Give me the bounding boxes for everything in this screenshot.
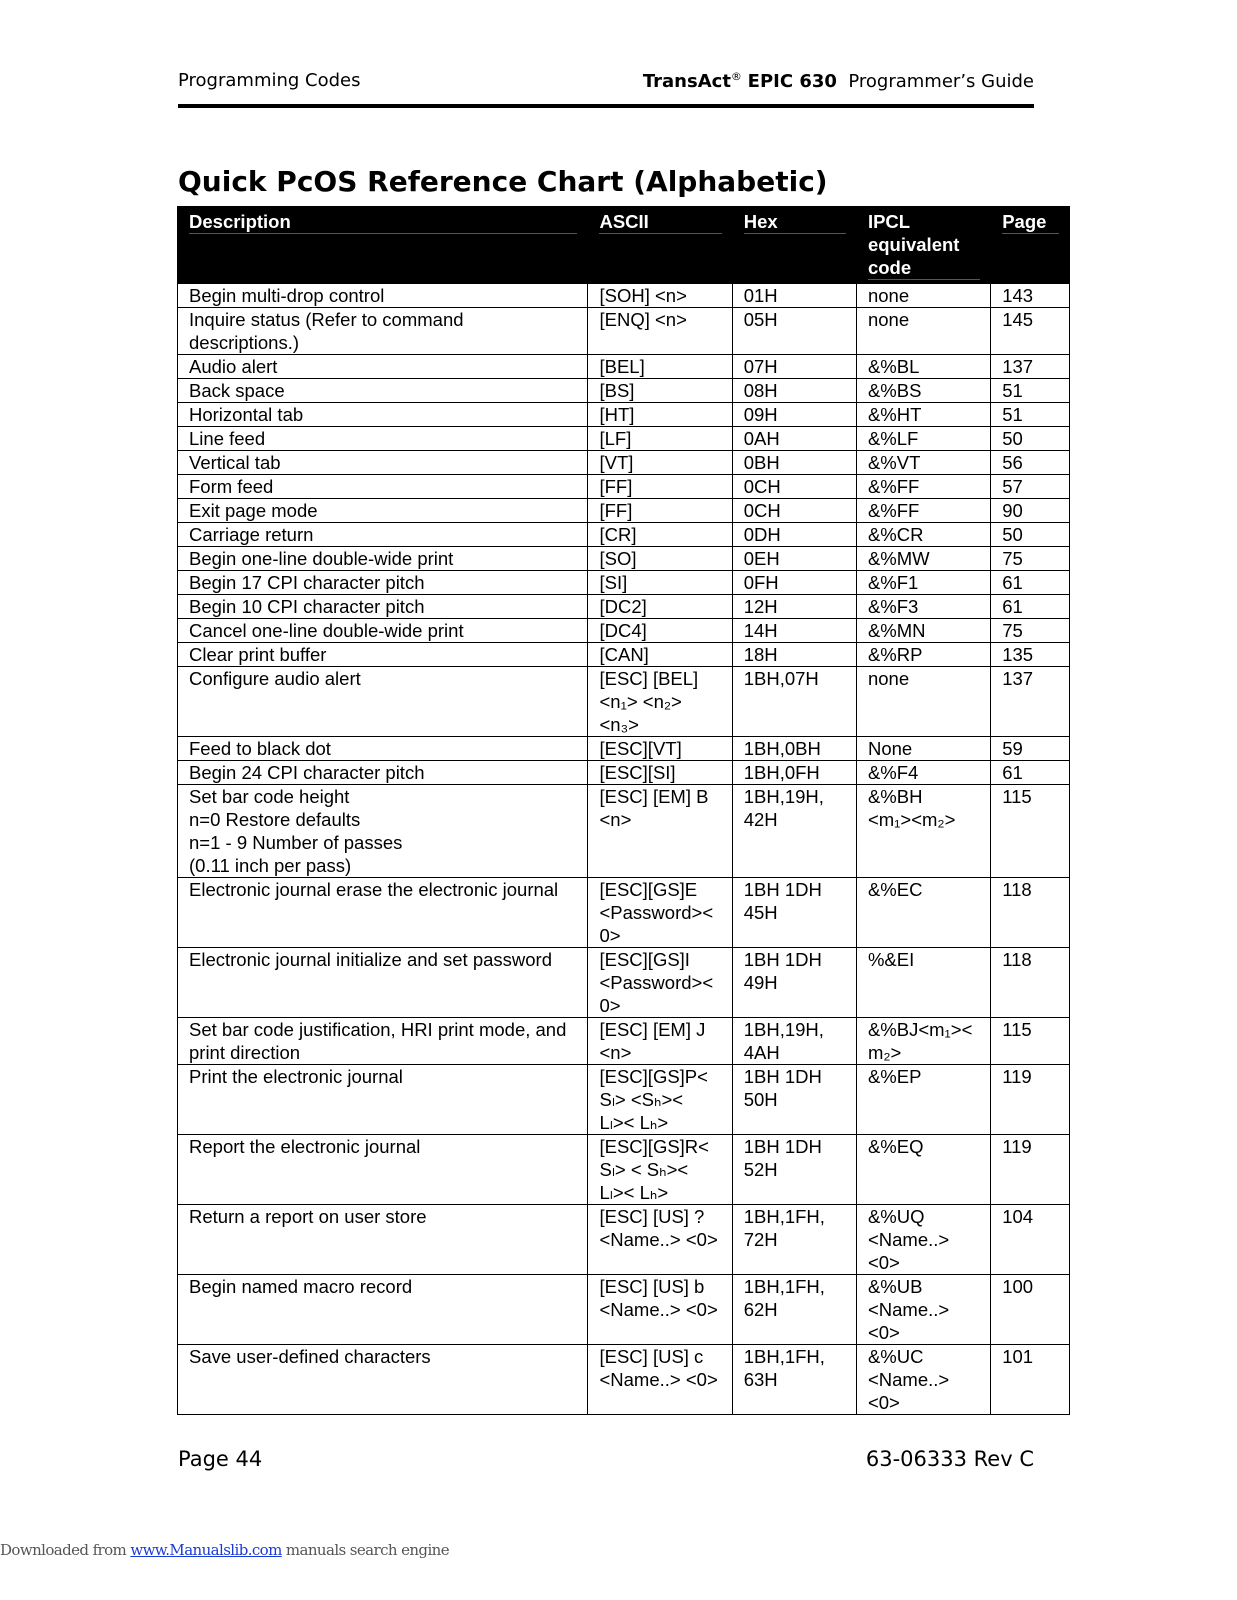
- guide-name: Programmer’s Guide: [848, 71, 1034, 92]
- cell-ipcl: &%BS: [856, 379, 990, 403]
- page-number: Page 44: [178, 1447, 263, 1471]
- cell-hex: 1BH,0FH: [732, 761, 856, 785]
- cell-ascii: [LF]: [588, 427, 732, 451]
- table-row: [178, 355, 1070, 379]
- col-header-ipcl: IPCL equivalent code: [856, 207, 990, 284]
- cell-ascii: [ESC] [BEL] <n₁> <n₂> <n₃>: [588, 667, 732, 737]
- cell-page: 115: [991, 1018, 1070, 1065]
- cell-page: 75: [991, 619, 1070, 643]
- cell-ipcl: &%UB <Name..> <0>: [856, 1275, 990, 1345]
- table-row: [178, 1135, 1070, 1205]
- cell-ascii: [ESC] [EM] B <n>: [588, 785, 732, 878]
- guide-title: [643, 70, 1034, 92]
- table-row: [178, 595, 1070, 619]
- cell-ascii: [HT]: [588, 403, 732, 427]
- cell-ipcl: &%MW: [856, 547, 990, 571]
- cell-description: Begin 10 CPI character pitch: [178, 595, 588, 619]
- cell-ipcl: &%EP: [856, 1065, 990, 1135]
- cell-description: Electronic journal erase the electronic journal: [178, 878, 588, 948]
- header-rule: [178, 104, 1034, 108]
- cell-hex: 0AH: [732, 427, 856, 451]
- cell-hex: 1BH,1FH, 63H: [732, 1345, 856, 1415]
- cell-page: 137: [991, 667, 1070, 737]
- table-row: [178, 643, 1070, 667]
- cell-ipcl: none: [856, 667, 990, 737]
- cell-hex: 0EH: [732, 547, 856, 571]
- brand-name: TransAct: [642, 71, 731, 92]
- table-row: [178, 379, 1070, 403]
- cell-page: 115: [991, 785, 1070, 878]
- cell-ascii: [BS]: [588, 379, 732, 403]
- cell-ipcl: &%HT: [856, 403, 990, 427]
- cell-hex: 0DH: [732, 523, 856, 547]
- cell-description: Begin 17 CPI character pitch: [178, 571, 588, 595]
- cell-ipcl: &%LF: [856, 427, 990, 451]
- cell-ipcl: &%RP: [856, 643, 990, 667]
- cell-ipcl: &%BH <m₁><m₂>: [856, 785, 990, 878]
- cell-page: 119: [991, 1065, 1070, 1135]
- cell-description: Back space: [178, 379, 588, 403]
- cell-ipcl: &%F3: [856, 595, 990, 619]
- cell-hex: 12H: [732, 595, 856, 619]
- cell-ascii: [BEL]: [588, 355, 732, 379]
- cell-hex: 07H: [732, 355, 856, 379]
- table-row: [178, 475, 1070, 499]
- cell-page: 137: [991, 355, 1070, 379]
- table-row: [178, 667, 1070, 737]
- cell-hex: 18H: [732, 643, 856, 667]
- cell-ipcl: &%EQ: [856, 1135, 990, 1205]
- cell-ascii: [ESC][VT]: [588, 737, 732, 761]
- cell-description: Clear print buffer: [178, 643, 588, 667]
- cell-ascii: [ESC][GS]R< Sₗ> < Sₕ>< Lₗ>< Lₕ>: [588, 1135, 732, 1205]
- cell-ipcl: &%UQ <Name..> <0>: [856, 1205, 990, 1275]
- cell-hex: 1BH 1DH 50H: [732, 1065, 856, 1135]
- cell-description: Audio alert: [178, 355, 588, 379]
- cell-hex: 05H: [732, 308, 856, 355]
- cell-description: Electronic journal initialize and set password: [178, 948, 588, 1018]
- document-number: 63-06333 Rev C: [865, 1447, 1034, 1471]
- table-row: [178, 785, 1070, 878]
- cell-ascii: [DC2]: [588, 595, 732, 619]
- table-row: [178, 1018, 1070, 1065]
- model-name: EPIC 630: [747, 71, 837, 92]
- cell-ipcl: &%F4: [856, 761, 990, 785]
- cell-description: Horizontal tab: [178, 403, 588, 427]
- cell-ipcl: &%FF: [856, 475, 990, 499]
- cell-description: Return a report on user store: [178, 1205, 588, 1275]
- cell-description: Vertical tab: [178, 451, 588, 475]
- cell-page: 75: [991, 547, 1070, 571]
- cell-ipcl: &%FF: [856, 499, 990, 523]
- cell-hex: 1BH 1DH 52H: [732, 1135, 856, 1205]
- table-header-row: [178, 207, 1070, 284]
- cell-page: 56: [991, 451, 1070, 475]
- table-row: [178, 737, 1070, 761]
- table-row: [178, 499, 1070, 523]
- cell-hex: 1BH,1FH, 72H: [732, 1205, 856, 1275]
- reference-table: [177, 206, 1070, 1415]
- cell-ascii: [ENQ] <n>: [588, 308, 732, 355]
- cell-description: Set bar code justification, HRI print mode, and print direction: [178, 1018, 588, 1065]
- cell-description: Report the electronic journal: [178, 1135, 588, 1205]
- cell-hex: 0FH: [732, 571, 856, 595]
- cell-ascii: [FF]: [588, 475, 732, 499]
- cell-hex: 1BH,0BH: [732, 737, 856, 761]
- manualslib-link[interactable]: www.Manualslib.com: [130, 1541, 282, 1559]
- table-row: [178, 619, 1070, 643]
- cell-page: 51: [991, 403, 1070, 427]
- cell-description: Begin named macro record: [178, 1275, 588, 1345]
- cell-page: 51: [991, 379, 1070, 403]
- cell-ascii: [ESC][GS]E <Password>< 0>: [588, 878, 732, 948]
- section-name: Programming Codes: [178, 70, 361, 91]
- table-row: [178, 761, 1070, 785]
- cell-page: 135: [991, 643, 1070, 667]
- cell-ipcl: &%UC <Name..> <0>: [856, 1345, 990, 1415]
- table-row: [178, 1065, 1070, 1135]
- registered-mark: ®: [730, 70, 742, 83]
- download-note: Downloaded from www.Manualslib.com manuals search engine: [0, 1541, 449, 1559]
- cell-ascii: [ESC][GS]I <Password>< 0>: [588, 948, 732, 1018]
- cell-hex: 1BH,19H, 4AH: [732, 1018, 856, 1065]
- cell-hex: 1BH 1DH 49H: [732, 948, 856, 1018]
- cell-ipcl: %&EI: [856, 948, 990, 1018]
- cell-description: Inquire status (Refer to command descriptions.): [178, 308, 588, 355]
- cell-hex: 0BH: [732, 451, 856, 475]
- cell-ascii: [SO]: [588, 547, 732, 571]
- cell-page: 118: [991, 948, 1070, 1018]
- table-row: [178, 1275, 1070, 1345]
- cell-page: 57: [991, 475, 1070, 499]
- cell-description: Print the electronic journal: [178, 1065, 588, 1135]
- col-header-ascii: ASCII: [588, 207, 732, 284]
- table-row: [178, 1205, 1070, 1275]
- cell-ipcl: none: [856, 284, 990, 308]
- cell-description: Begin one-line double-wide print: [178, 547, 588, 571]
- cell-page: 61: [991, 571, 1070, 595]
- table-row: [178, 1345, 1070, 1415]
- cell-page: 143: [991, 284, 1070, 308]
- cell-page: 59: [991, 737, 1070, 761]
- col-header-hex: Hex: [732, 207, 856, 284]
- cell-page: 50: [991, 523, 1070, 547]
- cell-ipcl: &%F1: [856, 571, 990, 595]
- cell-description: Carriage return: [178, 523, 588, 547]
- table-row: [178, 878, 1070, 948]
- cell-ascii: [VT]: [588, 451, 732, 475]
- table-row: [178, 948, 1070, 1018]
- cell-page: 104: [991, 1205, 1070, 1275]
- cell-description: Cancel one-line double-wide print: [178, 619, 588, 643]
- cell-page: 90: [991, 499, 1070, 523]
- table-row: [178, 451, 1070, 475]
- table-row: [178, 523, 1070, 547]
- cell-description: Line feed: [178, 427, 588, 451]
- table-row: [178, 284, 1070, 308]
- cell-ascii: [FF]: [588, 499, 732, 523]
- cell-ascii: [ESC] [US] c <Name..> <0>: [588, 1345, 732, 1415]
- cell-ascii: [ESC] [EM] J <n>: [588, 1018, 732, 1065]
- table-row: [178, 547, 1070, 571]
- cell-ipcl: None: [856, 737, 990, 761]
- cell-hex: 09H: [732, 403, 856, 427]
- cell-ipcl: &%VT: [856, 451, 990, 475]
- cell-hex: 1BH 1DH 45H: [732, 878, 856, 948]
- cell-ascii: [ESC][GS]P< Sₗ> <Sₕ>< Lₗ>< Lₕ>: [588, 1065, 732, 1135]
- cell-hex: 1BH,07H: [732, 667, 856, 737]
- cell-hex: 1BH,19H, 42H: [732, 785, 856, 878]
- cell-ascii: [ESC] [US] b <Name..> <0>: [588, 1275, 732, 1345]
- cell-ipcl: &%CR: [856, 523, 990, 547]
- cell-page: 119: [991, 1135, 1070, 1205]
- cell-page: 145: [991, 308, 1070, 355]
- cell-description: Feed to black dot: [178, 737, 588, 761]
- cell-ascii: [DC4]: [588, 619, 732, 643]
- table-row: [178, 403, 1070, 427]
- cell-hex: 08H: [732, 379, 856, 403]
- cell-page: 101: [991, 1345, 1070, 1415]
- cell-ipcl: none: [856, 308, 990, 355]
- cell-hex: 0CH: [732, 475, 856, 499]
- cell-page: 118: [991, 878, 1070, 948]
- cell-hex: 1BH,1FH, 62H: [732, 1275, 856, 1345]
- cell-description: Begin 24 CPI character pitch: [178, 761, 588, 785]
- cell-description: Exit page mode: [178, 499, 588, 523]
- cell-description: Form feed: [178, 475, 588, 499]
- cell-ipcl: &%MN: [856, 619, 990, 643]
- cell-hex: 14H: [732, 619, 856, 643]
- cell-ascii: [CR]: [588, 523, 732, 547]
- cell-hex: 0CH: [732, 499, 856, 523]
- cell-page: 61: [991, 595, 1070, 619]
- col-header-page: Page: [991, 207, 1070, 284]
- cell-page: 100: [991, 1275, 1070, 1345]
- page-title: Quick PcOS Reference Chart (Alphabetic): [178, 165, 828, 198]
- cell-ascii: [ESC][SI]: [588, 761, 732, 785]
- cell-description: Save user-defined characters: [178, 1345, 588, 1415]
- table-row: [178, 427, 1070, 451]
- page-header: [178, 70, 1034, 96]
- col-header-description: Description: [178, 207, 588, 284]
- table-row: [178, 571, 1070, 595]
- cell-ascii: [SI]: [588, 571, 732, 595]
- table-row: [178, 308, 1070, 355]
- cell-page: 50: [991, 427, 1070, 451]
- cell-ascii: [CAN]: [588, 643, 732, 667]
- cell-page: 61: [991, 761, 1070, 785]
- cell-description: Set bar code height n=0 Restore defaults n=1 - 9 Number of passes (0.11 inch per pass): [178, 785, 588, 878]
- cell-ascii: [SOH] <n>: [588, 284, 732, 308]
- cell-ipcl: &%BJ<m₁>< m₂>: [856, 1018, 990, 1065]
- cell-description: Begin multi-drop control: [178, 284, 588, 308]
- cell-ascii: [ESC] [US] ? <Name..> <0>: [588, 1205, 732, 1275]
- cell-ipcl: &%EC: [856, 878, 990, 948]
- cell-description: Configure audio alert: [178, 667, 588, 737]
- cell-ipcl: &%BL: [856, 355, 990, 379]
- cell-hex: 01H: [732, 284, 856, 308]
